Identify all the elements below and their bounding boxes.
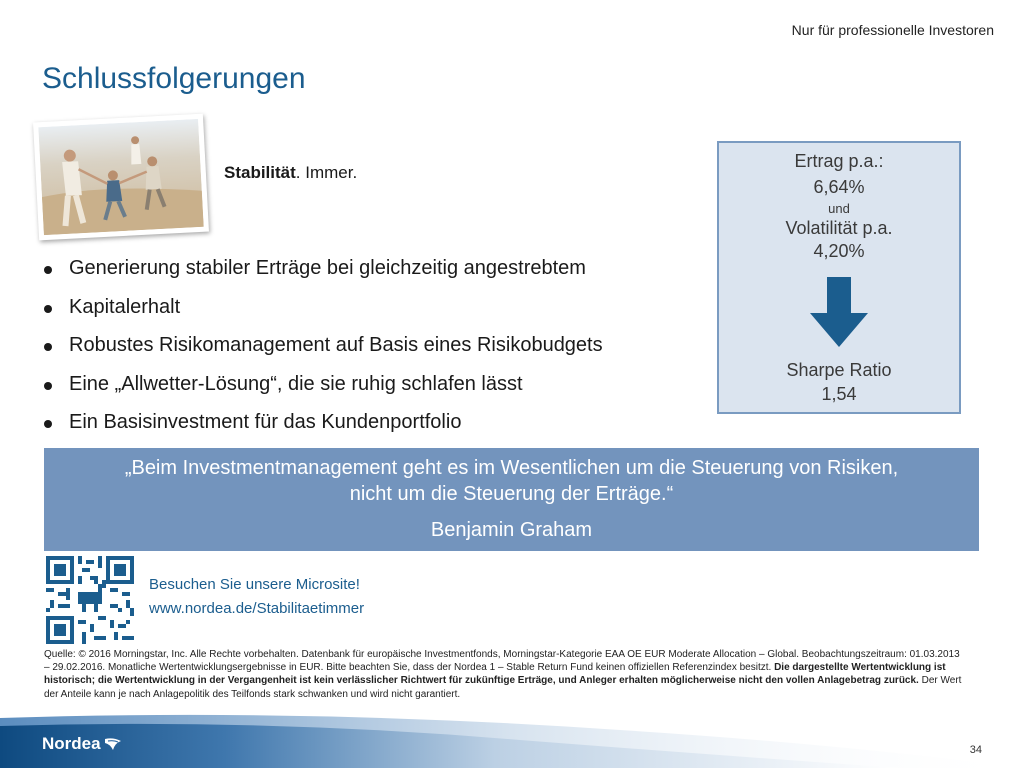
- bullet-icon: [44, 266, 52, 274]
- list-item: [44, 296, 603, 335]
- quote-line-1: „Beim Investmentmanagement geht es im Wesentlichen um die Steuerung von Risiken,: [124, 457, 899, 479]
- return-value: 6,64%: [813, 177, 865, 197]
- list-item: [44, 411, 603, 450]
- logo-sail-icon: [104, 737, 122, 751]
- sharpe-value: 1,54: [821, 384, 857, 404]
- family-beach-photo: [33, 114, 209, 241]
- tagline-rest: . Immer.: [295, 163, 358, 182]
- bullet-icon: [44, 382, 52, 390]
- page-title: Schlussfolgerungen: [42, 62, 306, 95]
- connector-text: und: [828, 201, 850, 216]
- list-item-text: Robustes Risikomanagement auf Basis eines Risikobudgets: [69, 334, 603, 356]
- conclusion-list: [44, 257, 603, 450]
- qr-code-icon[interactable]: [46, 556, 134, 644]
- volatility-value: 4,20%: [813, 241, 865, 261]
- bullet-icon: [44, 305, 52, 313]
- list-item-text: Ein Basisinvestment für das Kundenportfolio: [69, 411, 462, 433]
- list-item: [44, 373, 603, 412]
- logo-text: Nordea: [42, 734, 101, 753]
- source-warning: Die dargestellte Wertentwicklung ist historisch; die Wertentwicklung in der Vergangenheit ist kein verlässlicher Richtwert für zukünftige Erträge, und Anleger erhalten möglicherweise nicht den vollen Anlagebetrag zurück.: [44, 662, 946, 687]
- audience-note: Nur für professionelle Investoren: [791, 22, 994, 38]
- arrow-down-icon: [810, 277, 868, 352]
- quote-author: Benjamin Graham: [430, 519, 593, 541]
- bullet-icon: [44, 420, 52, 428]
- microsite-visit-text: Besuchen Sie unsere Microsite!: [149, 576, 360, 593]
- tagline-bold: Stabilität: [224, 163, 296, 182]
- bullet-icon: [44, 343, 52, 351]
- list-item-text: Kapitalerhalt: [69, 295, 181, 318]
- source-text-end: Der Wert der Anteile kann je nach Anlagepolitik des Teilfonds stark schwanken und wird nicht garantiert.: [44, 675, 962, 700]
- performance-stats-box: [717, 141, 961, 414]
- microsite-link[interactable]: www.nordea.de/Stabilitaetimmer: [149, 600, 365, 617]
- list-item-text: Eine „Allwetter-Lösung“, die sie ruhig schlafen lässt: [69, 372, 523, 395]
- nordea-logo: [42, 734, 122, 754]
- sharpe-label: Sharpe Ratio: [786, 360, 892, 380]
- quote-line-2: nicht um die Steuerung der Erträge.“: [349, 483, 674, 505]
- footer-wave-graphic: [0, 690, 1024, 768]
- quote-banner: [44, 448, 979, 551]
- page-number: 34: [969, 744, 982, 756]
- return-label: Ertrag p.a.:: [794, 151, 884, 171]
- source-text: Quelle: © 2016 Morningstar, Inc. Alle Rechte vorbehalten. Datenbank für europäische Investmentfonds, Morningstar-Kategorie EAA OE EUR Moderate Allocation – Global. Beobachtungszeitraum: 01.03.2013 – 29.02.2016. Monatliche Wertentwicklungsergebnisse in EUR. Bitte beachten Sie, dass der Nordea 1 – Stable Return Fund keinen offiziellen Referenzindex besitzt.: [44, 649, 960, 674]
- tagline: [224, 163, 357, 183]
- list-item: [44, 257, 603, 296]
- list-item: [44, 334, 603, 373]
- volatility-label: Volatilität p.a.: [785, 218, 893, 238]
- list-item-text: Generierung stabiler Erträge bei gleichzeitig angestrebtem: [69, 257, 586, 279]
